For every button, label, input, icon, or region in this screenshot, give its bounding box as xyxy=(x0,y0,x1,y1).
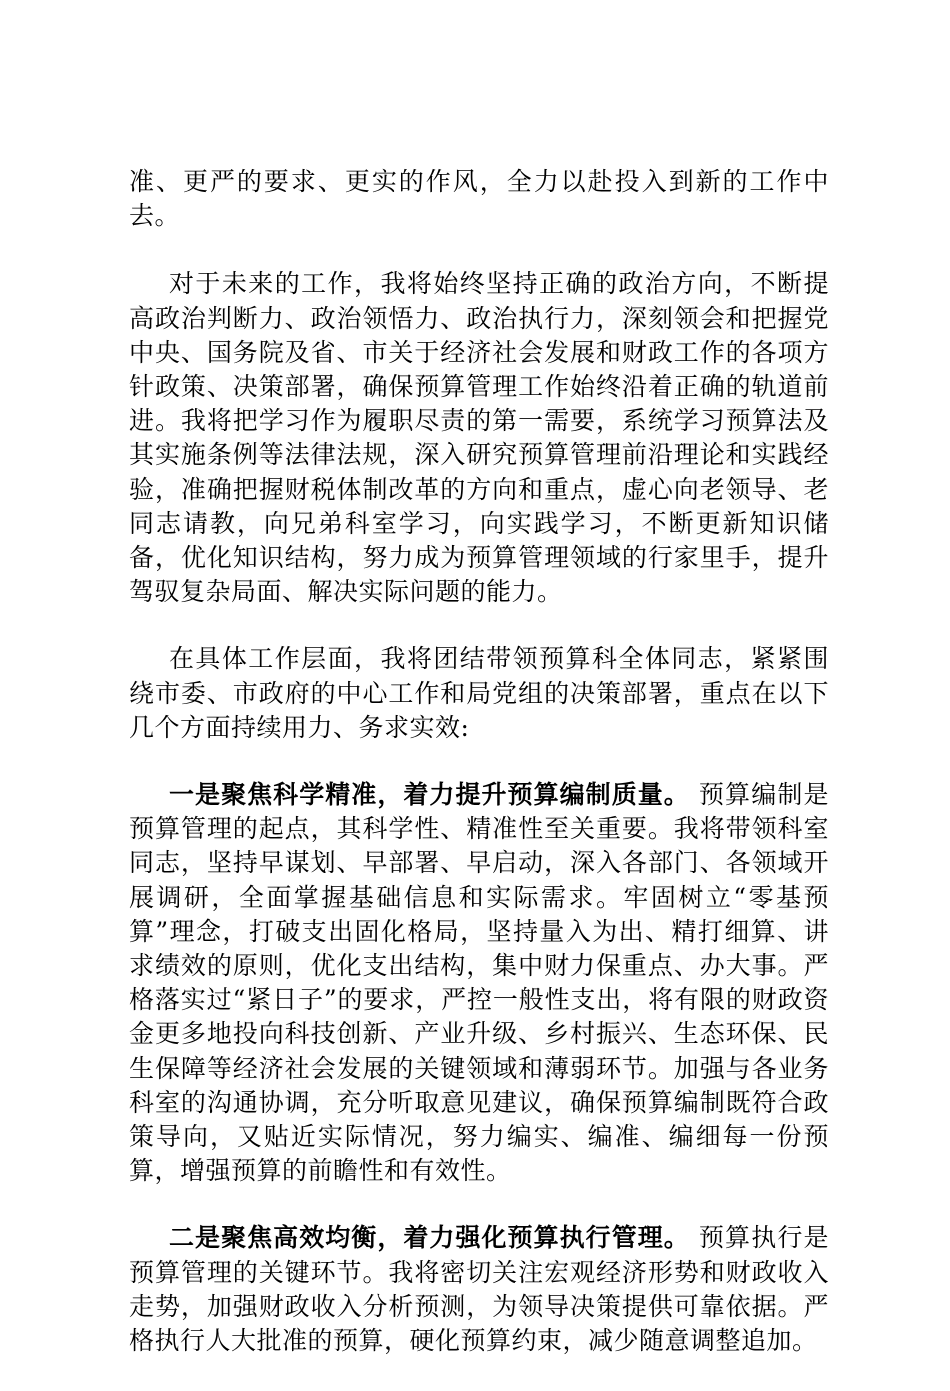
paragraph-lead-heading: 二是聚焦高效均衡，着力强化预算执行管理。 xyxy=(169,1223,690,1253)
paragraph-lead-heading: 一是聚焦科学精准，着力提升预算编制质量。 xyxy=(169,780,690,810)
paragraph-text: 准、更严的要求、更实的作风，全力以赴投入到新的工作中去。 xyxy=(129,167,829,231)
paragraph-text: 预算执行是预算管理的关键环节。我将密切关注宏观经济形势和财政收入走势，加强财政收入分析预测，为领导决策提供可靠依据。严格执行人大批准的预算，硬化预算约束，减少随意调整追加。 xyxy=(129,1223,829,1356)
paragraph-continuation xyxy=(129,165,829,233)
paragraph-specific-work xyxy=(129,642,829,745)
paragraph-text: 对于未来的工作，我将始终坚持正确的政治方向，不断提高政治判断力、政治领悟力、政治执行力，深刻领会和把握党中央、国务院及省、市关于经济社会发展和财政工作的各项方针政策、决策部署，确保预算管理工作始终沿着正确的轨道前进。我将把学习作为履职尽责的第一需要，系统学习预算法及其实施条例等法律法规，深入研究预算管理前沿理论和实践经验，准确把握财税体制改革的方向和重点，虚心向老领导、老同志请教，向兄弟科室学习，向实践学习，不断更新知识储备，优化知识结构，努力成为预算管理领域的行家里手，提升驾驭复杂局面、解决实际问题的能力。 xyxy=(129,269,829,607)
paragraph-budget-compilation xyxy=(129,778,829,1188)
paragraph-text: 预算编制是预算管理的起点，其科学性、精准性至关重要。我将带领科室同志，坚持早谋划、早部署、早启动，深入各部门、各领域开展调研，全面掌握基础信息和实际需求。牢固树立“零基预算”理念，打破支出固化格局，坚持量入为出、精打细算、讲求绩效的原则，优化支出结构，集中财力保重点、办大事。严格落实过“紧日子”的要求，严控一般性支出，将有限的财政资金更多地投向科技创新、产业升级、乡村振兴、生态环保、民生保障等经济社会发展的关键领域和薄弱环节。加强与各业务科室的沟通协调，充分听取意见建议，确保预算编制既符合政策导向，又贴近实际情况，努力编实、编准、编细每一份预算，增强预算的前瞻性和有效性。 xyxy=(129,780,829,1186)
document-body xyxy=(129,165,829,1391)
paragraph-budget-execution xyxy=(129,1221,829,1358)
paragraph-text: 在具体工作层面，我将团结带领预算科全体同志，紧紧围绕市委、市政府的中心工作和局党组的决策部署，重点在以下几个方面持续用力、务求实效: xyxy=(129,644,829,742)
paragraph-future-work xyxy=(129,267,829,609)
